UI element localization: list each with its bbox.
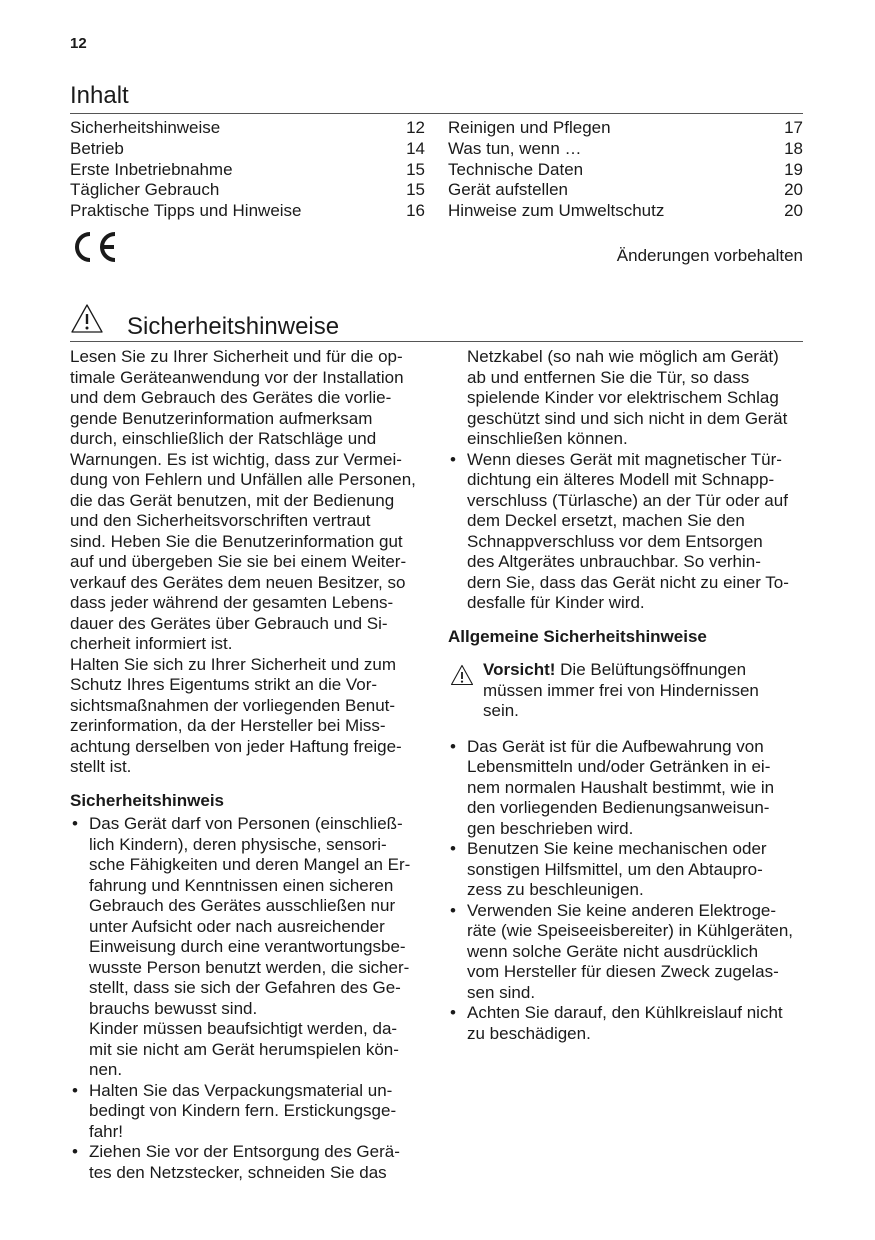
text-line: sen sind. (467, 982, 536, 1002)
subheading-general-safety: Allgemeine Sicherheitshinweise (448, 626, 707, 646)
toc-entry[interactable] (70, 201, 425, 222)
list-item (448, 901, 806, 1004)
text-line: brauchs bewusst sind. (89, 998, 258, 1018)
toc-entry-label: Was tun, wenn … (448, 138, 582, 158)
text-line: desfalle für Kinder wird. (467, 593, 645, 612)
text-line: Achten Sie darauf, den Kühlkreislauf nicht (467, 1003, 783, 1022)
text-line: nen. (89, 1060, 123, 1079)
caution-triangle-icon (450, 664, 474, 686)
text-line: Ziehen Sie vor der Entsorgung des Gerä- (89, 1142, 400, 1161)
text-line: fahr! (89, 1121, 124, 1141)
text-line: müssen immer frei von Hindernissen (483, 680, 759, 700)
toc-entry[interactable] (448, 139, 803, 160)
text-line: ab und entfernen Sie die Tür, so dass (467, 367, 750, 387)
toc-entry[interactable] (70, 180, 425, 201)
toc-divider (70, 113, 803, 114)
subheading-safety-notice: Sicherheitshinweis (70, 790, 224, 810)
text-line: Wenn dieses Gerät mit magnetischer Tür- (467, 449, 782, 469)
text-line: stellt ist. (70, 757, 132, 776)
toc-entry-label: Sicherheitshinweise (70, 118, 221, 137)
text-line: dass jeder während der gesamten Lebens- (70, 593, 394, 612)
text-line: Schnappverschluss vor dem Entsorgen (467, 531, 763, 551)
text-line: unter Aufsicht oder nach ausreichender (89, 916, 385, 936)
text-line: tes den Netzstecker, schneiden Sie das (89, 1162, 387, 1182)
toc-title: Inhalt (70, 82, 129, 109)
text-line: spielende Kinder vor elektrischem Schlag (467, 388, 779, 407)
text-line: bedingt von Kindern fern. Erstickungsge- (89, 1101, 397, 1120)
text-line: Kinder müssen beaufsichtigt werden, da- (89, 1019, 398, 1038)
safety-bullet-list (70, 814, 428, 1183)
intro-paragraph (70, 347, 428, 778)
text-line: Das Gerät darf von Personen (einschließ- (89, 814, 403, 833)
text-line: die das Gerät benutzen, mit der Bedienung (70, 490, 395, 510)
text-line: dem Deckel ersetzt, machen Sie den (467, 511, 745, 530)
text-line: auf und übergeben Sie sie bei einem Weiter- (70, 552, 407, 571)
text-line: timale Geräteanwendung vor der Installation (70, 367, 404, 387)
text-line: Einweisung durch eine verantwortungsbe- (89, 937, 406, 956)
section-title: Sicherheitshinweise (127, 313, 340, 340)
text-line: Netzkabel (so nah wie möglich am Gerät) (467, 347, 779, 366)
text-line: zess zu beschleunigen. (467, 880, 644, 899)
toc-entry[interactable] (448, 160, 803, 181)
toc-entry-page: 14 (406, 138, 425, 158)
text-line: dern Sie, dass das Gerät nicht zu einer To- (467, 572, 789, 592)
text-line: Das Gerät ist für die Aufbewahrung von (467, 736, 764, 756)
text-line: dung von Fehlern und Unfällen alle Personen, (70, 470, 416, 489)
text-line: durch, einschließlich der Ratschläge und (70, 429, 377, 448)
text-line: nem normalen Haushalt bestimmt, wie in (467, 777, 775, 797)
list-item (448, 839, 806, 901)
toc-entry-label: Gerät aufstellen (448, 180, 569, 200)
text-line: den vorliegenden Bedienungsanweisun- (467, 798, 770, 817)
text-line: räte (wie Speiseeisbereiter) in Kühlgeräten, (467, 921, 794, 940)
text-line: dichtung ein älteres Modell mit Schnapp- (467, 470, 775, 489)
ce-mark-icon (70, 230, 118, 264)
text-line: und dem Gebrauch des Gerätes die vorlie- (70, 388, 392, 407)
toc-entry-page: 16 (406, 201, 425, 221)
text-line: gen beschrieben wird. (467, 818, 634, 838)
text-line: Benutzen Sie keine mechanischen oder (467, 839, 767, 858)
caution-label: Vorsicht! (483, 660, 556, 679)
text-line: mit sie nicht am Gerät herumspielen kön- (89, 1039, 399, 1059)
text-line: stellt, dass sie sich der Gefahren des Ge- (89, 978, 401, 997)
text-line: vom Hersteller für diesen Zweck zugelas- (467, 962, 779, 981)
right-column (448, 347, 806, 1044)
text-line: sichtsmaßnahmen der vorliegenden Benut- (70, 695, 396, 715)
text-line: sonstigen Hilfsmittel, um den Abtaupro- (467, 859, 763, 879)
text-line: cherheit informiert ist. (70, 634, 233, 653)
toc-entry[interactable] (70, 139, 425, 160)
toc-entry[interactable] (448, 118, 803, 139)
toc-entry-page: 20 (784, 180, 803, 200)
text-line: wusste Person benutzt werden, die sicher- (89, 957, 410, 977)
text-line: und den Sicherheitsvorschriften vertraut (70, 511, 371, 530)
list-item (448, 1003, 806, 1044)
text-line: gende Benutzerinformation aufmerksam (70, 408, 373, 428)
text-line: zu beschädigen. (467, 1023, 591, 1043)
text-line: Halten Sie sich zu Ihrer Sicherheit und zum (70, 654, 396, 674)
magnet-bullet-list (448, 450, 806, 614)
text-line: sind. Heben Sie die Benutzerinformation gut (70, 531, 403, 551)
toc-entry[interactable] (448, 201, 803, 222)
toc-entry-label: Täglicher Gebrauch (70, 180, 220, 200)
toc-entry-label: Reinigen und Pflegen (448, 118, 611, 137)
toc-entry-label: Erste Inbetriebnahme (70, 159, 233, 179)
text-line: des Altgerätes unbrauchbar. So verhin- (467, 552, 761, 571)
list-item (70, 814, 428, 1081)
toc-entry-page: 12 (406, 118, 425, 137)
toc-entry-page: 18 (784, 138, 803, 158)
list-item (448, 737, 806, 840)
text-line: Lesen Sie zu Ihrer Sicherheit und für die op- (70, 347, 403, 366)
text-line: geschützt sind und sich nicht in dem Gerät (467, 408, 788, 428)
text-line: Die Belüftungsöffnungen (555, 660, 747, 679)
text-line: Lebensmitteln und/oder Getränken in ei- (467, 757, 771, 776)
list-item (70, 1081, 428, 1143)
toc-entry-label: Hinweise zum Umweltschutz (448, 201, 665, 221)
text-line: verkauf des Gerätes dem neuen Besitzer, so (70, 572, 406, 592)
text-line: Warnungen. Es ist wichtig, dass zur Vermei- (70, 449, 402, 469)
text-line: fahrung und Kenntnissen einen sicheren (89, 875, 394, 895)
caution-note (448, 660, 806, 722)
page-number: 12 (70, 35, 87, 52)
toc-left-column (70, 118, 425, 222)
toc-entry-label: Betrieb (70, 138, 124, 158)
text-line: Verwenden Sie keine anderen Elektroge- (467, 900, 777, 920)
text-line: wenn solche Geräte nicht ausdrücklich (467, 941, 759, 961)
toc-entry[interactable] (70, 160, 425, 181)
text-line: achtung derselben von jeder Haftung freige- (70, 736, 402, 756)
text-line: Schutz Ihres Eigentums strikt an die Vor- (70, 675, 378, 694)
list-item (448, 450, 806, 614)
toc-entry-label: Praktische Tipps und Hinweise (70, 201, 302, 221)
text-line: sein. (483, 701, 519, 720)
text-line: einschließen können. (467, 429, 628, 448)
toc-entry-label: Technische Daten (448, 159, 584, 179)
toc-entry-page: 20 (784, 201, 803, 221)
toc-entry-page: 15 (406, 180, 425, 200)
toc-entry[interactable] (448, 180, 803, 201)
bullet-continuation (448, 347, 806, 450)
text-line: lich Kindern), deren physische, sensori- (89, 834, 387, 854)
text-line: zerinformation, da der Hersteller bei Miss- (70, 716, 386, 735)
text-line: sche Fähigkeiten und deren Mangel an Er- (89, 855, 411, 874)
changes-reserved-note: Änderungen vorbehalten (616, 246, 803, 265)
toc-right-column (448, 118, 803, 222)
text-line: dauer des Gerätes über Gebrauch und Si- (70, 613, 388, 633)
toc-entry-page: 15 (406, 159, 425, 179)
toc-entry-page: 19 (784, 159, 803, 179)
section-divider (70, 341, 803, 342)
general-bullet-list (448, 737, 806, 1045)
toc-entry-page: 17 (784, 118, 803, 137)
left-column (70, 347, 428, 1183)
text-line: Gebrauch des Gerätes ausschließen nur (89, 896, 396, 915)
safety-section-header (70, 303, 803, 341)
toc-entry[interactable] (70, 118, 425, 139)
warning-triangle-icon (70, 303, 104, 334)
text-line: Halten Sie das Verpackungsmaterial un- (89, 1080, 393, 1100)
list-item (70, 1142, 428, 1183)
text-line: verschluss (Türlasche) an der Tür oder auf (467, 490, 788, 510)
